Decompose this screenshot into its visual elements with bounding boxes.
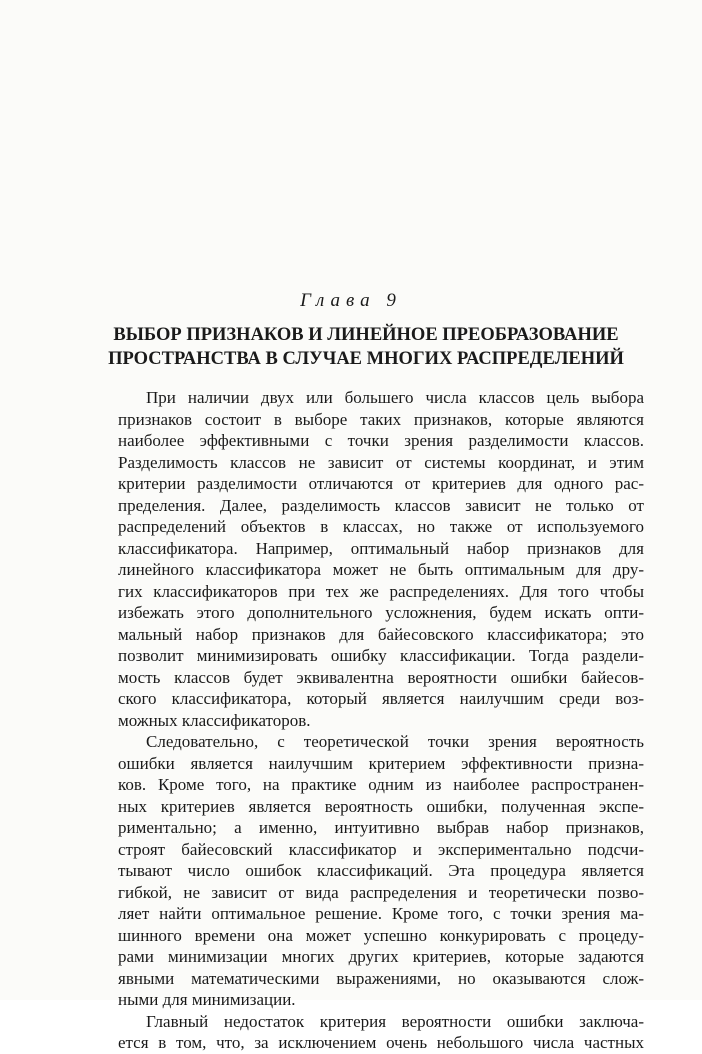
text-line: Главный недостаток критерия вероятности ошибки заключа- bbox=[146, 1011, 644, 1031]
text-line: гих классификаторов при тех же распределениях. Для того чтобы bbox=[118, 581, 644, 601]
text-line: ошибки является наилучшим критерием эффективности призна- bbox=[118, 753, 644, 773]
text-line: наиболее эффективными с точки зрения разделимости классов. bbox=[118, 431, 644, 450]
text-line: риментально; а именно, интуитивно выбрав набор признаков, bbox=[118, 818, 644, 837]
text-line: распределений объектов в классах, но также от используемого bbox=[118, 517, 644, 536]
text-line: признаков состоит в выборе таких признаков, которые являются bbox=[118, 409, 644, 429]
text-line: ными для минимизации. bbox=[118, 990, 296, 1009]
text-line: позволит минимизировать ошибку классификации. Тогда раздели- bbox=[118, 646, 644, 665]
text-line: ных критериев является вероятность ошибки, полученная экспе- bbox=[118, 796, 644, 816]
text-line: избежать этого дополнительного усложнения, будем искать опти- bbox=[118, 603, 644, 622]
text-line: строят байесовский классификатор и экспериментально подсчи- bbox=[118, 839, 644, 859]
text-line: можных классификаторов. bbox=[118, 710, 311, 730]
chapter-heading: Глава 9 bbox=[300, 290, 402, 311]
body-text bbox=[118, 387, 644, 1054]
text-line: мость классов будет эквивалентна вероятности ошибки байесов- bbox=[118, 667, 644, 687]
text-line: ется в том, что, за исключением очень небольшого числа частных bbox=[118, 1033, 644, 1052]
text-line: Разделимость классов не зависит от системы координат, и этим bbox=[118, 452, 644, 472]
text-line: критерии разделимости отличаются от критериев для одного рас- bbox=[118, 474, 644, 493]
text-line: шинного времени она может успешно конкурировать с процеду- bbox=[118, 925, 644, 945]
text-line: явными математическими выражениями, но оказываются слож- bbox=[118, 968, 644, 988]
text-line: рами минимизации многих других критериев, которые задаются bbox=[118, 947, 644, 966]
text-line: пределения. Далее, разделимость классов зависит не только от bbox=[118, 495, 644, 515]
text-line: мальный набор признаков для байесовского классификатора; это bbox=[118, 624, 644, 644]
text-line: гибкой, не зависит от вида распределения и теоретически позво- bbox=[118, 882, 644, 902]
text-line: тывают число ошибок классификаций. Эта процедура является bbox=[118, 861, 644, 880]
text-line: ков. Кроме того, на практике одним из наиболее распространен- bbox=[118, 775, 644, 794]
text-line: ского классификатора, который является наилучшим среди воз- bbox=[118, 689, 644, 708]
text-line: При наличии двух или большего числа классов цель выбора bbox=[146, 388, 644, 407]
text-line: Следовательно, с теоретической точки зрения вероятность bbox=[146, 732, 644, 751]
text-line: ляет найти оптимальное решение. Кроме того, с точки зрения ма- bbox=[118, 904, 644, 923]
chapter-title-line-2: ПРОСТРАНСТВА В СЛУЧАЕ МНОГИХ РАСПРЕДЕЛЕНИЙ bbox=[108, 349, 624, 369]
text-line: классификатора. Например, оптимальный набор признаков для bbox=[118, 538, 644, 558]
chapter-title-line-1: ВЫБОР ПРИЗНАКОВ И ЛИНЕЙНОЕ ПРЕОБРАЗОВАНИЕ bbox=[113, 325, 619, 345]
text-line: линейного классификатора может не быть оптимальным для дру- bbox=[118, 560, 644, 579]
